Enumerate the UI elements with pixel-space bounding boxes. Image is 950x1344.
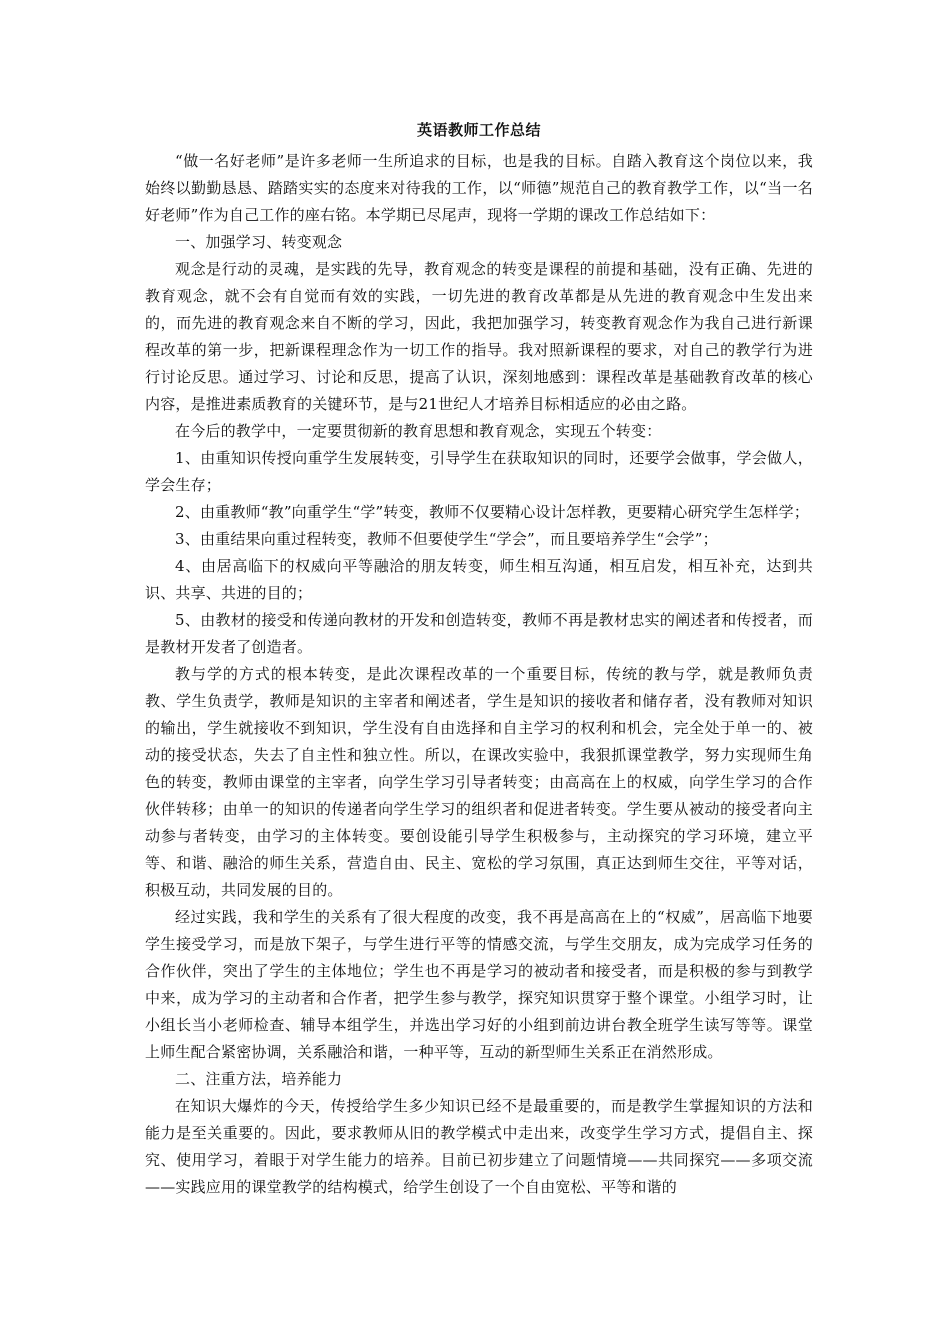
body-paragraph: 教与学的方式的根本转变，是此次课程改革的一个重要目标，传统的教与学，就是教师负责教、学生负责学，教师是知识的主宰者和阐述者，学生是知识的接收者和储存者，没有教师对知识的输出，学生就接收不到知识，学生没有自由选择和自主学习的权利和机会，完全处于单一的、被动的接受状态，失去了自主性和独立性。所以，在课改实验中，我狠抓课堂教学，努力实现师生角色的转变，教师由课堂的主宰者，向学生学习引导者转变；由高高在上的权威，向学生学习的合作伙伴转移；由单一的知识的传递者向学生学习的组织者和促进者转变。学生要从被动的接受者向主动参与者转变，由学习的主体转变。要创设能引导学生积极参与，主动探究的学习环境，建立平等、和谐、融洽的师生关系，营造自由、民主、宽松的学习氛围，真正达到师生交往，平等对话，积极互动，共同发展的目的。 xyxy=(145,665,813,899)
list-item: 3、由重结果向重过程转变，教师不但要使学生“学会”，而且要培养学生“会学”； xyxy=(175,530,718,548)
document-page xyxy=(145,120,813,1201)
body-paragraph: 观念是行动的灵魂，是实践的先导，教育观念的转变是课程的前提和基础，没有正确、先进的教育观念，就不会有自觉而有效的实践，一切先进的教育改革都是从先进的教育观念中生发出来的，而先进的教育观念来自不断的学习，因此，我把加强学习，转变教育观念作为我自己进行新课程改革的第一步，把新课程理念作为一切工作的指导。我对照新课程的要求，对自己的教学行为进行讨论反思。通过学习、讨论和反思，提高了认识，深刻地感到：课程改革是基础教育改革的核心内容，是推进素质教育的关键环节，是与21世纪人才培养目标相适应的必由之路。 xyxy=(145,260,813,413)
intro-paragraph: “做一名好老师”是许多老师一生所追求的目标，也是我的目标。自踏入教育这个岗位以来，我始终以勤勤恳恳、踏踏实实的态度来对待我的工作，以“师德”规范自己的教育教学工作，以“当一名好老师”作为自己工作的座右铭。本学期已尽尾声，现将一学期的课改工作总结如下： xyxy=(145,152,813,224)
section-heading-2: 二、注重方法，培养能力 xyxy=(175,1070,343,1088)
body-paragraph: 在今后的教学中，一定要贯彻新的教育思想和教育观念，实现五个转变： xyxy=(175,422,662,440)
section-heading-1: 一、加强学习、转变观念 xyxy=(175,233,343,251)
body-paragraph: 在知识大爆炸的今天，传授给学生多少知识已经不是最重要的，而是教学生掌握知识的方法和能力是至关重要的。因此，要求教师从旧的教学模式中走出来，改变学生学习方式，提倡自主、探究、使用学习，着眼于对学生能力的培养。目前已初步建立了问题情境——共同探究——多项交流——实践应用的课堂教学的结构模式，给学生创设了一个自由宽松、平等和谐的 xyxy=(145,1097,813,1196)
body-paragraph: 经过实践，我和学生的关系有了很大程度的改变，我不再是高高在上的“权威”，居高临下地要学生接受学习，而是放下架子，与学生进行平等的情感交流，与学生交朋友，成为完成学习任务的合作伙伴，突出了学生的主体地位；学生也不再是学习的被动者和接受者，而是积极的参与到教学中来，成为学习的主动者和合作者，把学生参与教学，探究知识贯穿于整个课堂。小组学习时，让小组长当小老师检查、辅导本组学生，并选出学习好的小组到前边讲台教全班学生读写等等。课堂上师生配合紧密协调，关系融洽和谐，一种平等，互动的新型师生关系正在消然形成。 xyxy=(145,908,813,1061)
list-item: 4、由居高临下的权威向平等融洽的朋友转变，师生相互沟通，相互启发，相互补充，达到共识、共享、共进的目的； xyxy=(145,557,813,602)
list-item: 5、由教材的接受和传递向教材的开发和创造转变，教师不再是教材忠实的阐述者和传授者，而是教材开发者了创造者。 xyxy=(145,611,813,656)
list-item: 2、由重教师“教”向重学生“学”转变，教师不仅要精心设计怎样教，更要精心研究学生怎样学； xyxy=(175,503,810,521)
document-title: 英语教师工作总结 xyxy=(416,121,541,139)
list-item: 1、由重知识传授向重学生发展转变，引导学生在获取知识的同时，还要学会做事，学会做人，学会生存； xyxy=(145,449,813,494)
